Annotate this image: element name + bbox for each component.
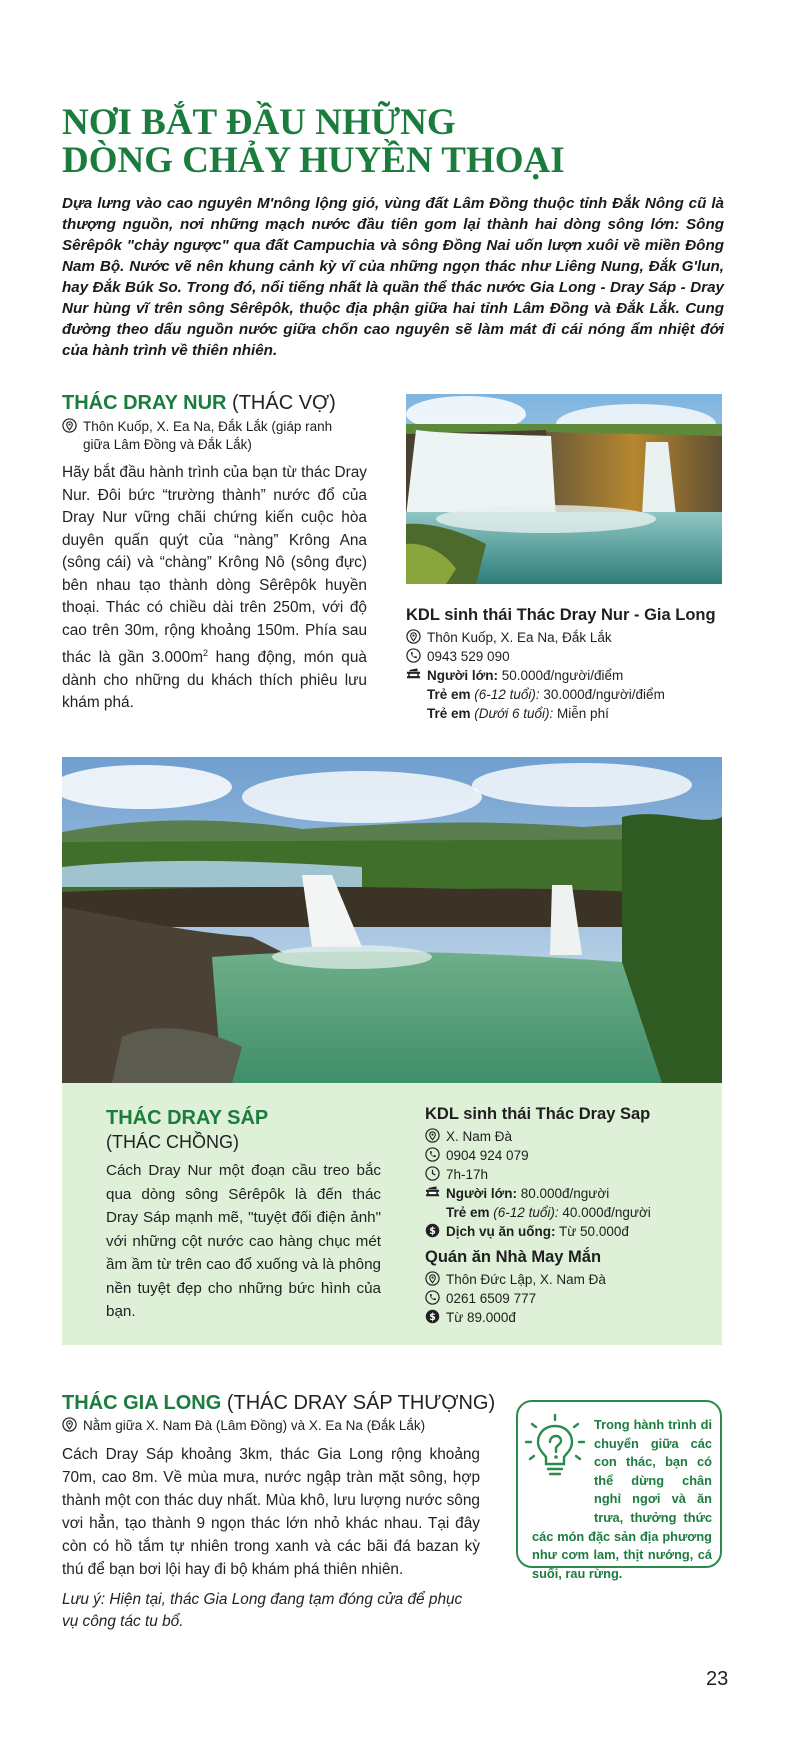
address-line — [62, 418, 367, 454]
section-name: THÁC GIA LONG — [62, 1392, 222, 1414]
section-dray-nur — [62, 392, 367, 715]
info-address — [406, 629, 726, 647]
address-text: X. Nam Đà — [446, 1129, 513, 1144]
restaurant-address — [425, 1271, 715, 1289]
svg-text:$: $ — [429, 1312, 436, 1324]
address-text-2: giữa Lâm Đồng và Đắk Lắk) — [83, 437, 252, 452]
ticket-icon — [425, 1185, 440, 1200]
intro-paragraph: Dựa lưng vào cao nguyên M'nông lộng gió, vùng đất Lâm Đồng thuộc tỉnh Đắk Nông cũ là thượng nguồn, nơi những mạch nước đầu tiên gom lại thành hai dòng sông lớn: Sông Sêrêpôk "chảy ngược" qua đất Campuchia và sông Đồng Nai uốn lượn xuôi về miền Đông Nam Bộ. Nước vẽ nên khung cảnh kỳ vĩ của những ngọn thác như Liêng Nung, Đắk G'lun, hay Đắk Búk So. Trong đó, nổi tiếng nhất là quần thể thác nước Gia Long - Dray Sáp - Dray Nur hùng vĩ trên sông Sêrêpôk, thuộc địa phận giữa hai tỉnh Lâm Đồng và Đắk Lắk. Cung đường theo dấu nguồn nước giữa chốn cao nguyên sẽ làm mát đi cái nóng ẩm nhiệt đới của hành trình về thiên nhiên. — [62, 195, 724, 359]
location-pin-icon — [62, 1417, 77, 1432]
restaurant-phone — [425, 1290, 715, 1308]
food-price: Từ 50.000đ — [559, 1224, 629, 1239]
adult-price: 80.000đ/người — [520, 1186, 610, 1201]
section-body — [62, 462, 367, 715]
phone-icon — [406, 648, 421, 663]
note-text: Lưu ý: Hiện tại, thác Gia Long đang tạm đóng cửa để phục vụ công tác tu bổ. — [62, 1591, 463, 1630]
section-alias: (THÁC CHỒNG) — [106, 1132, 239, 1152]
info-ticket-kid — [406, 705, 726, 723]
info-hours — [425, 1166, 715, 1184]
clock-icon — [425, 1166, 440, 1181]
money-icon — [425, 1309, 440, 1324]
phone-icon — [425, 1147, 440, 1162]
address-text: Thôn Kuốp, X. Ea Na, Đắk Lắk — [427, 630, 612, 645]
page-title — [62, 104, 742, 180]
info-title: KDL sinh thái Thác Dray Nur - Gia Long — [406, 606, 716, 624]
section-heading — [62, 392, 367, 415]
section-body: Cách Dray Nur một đoạn cầu treo bắc qua dòng sông Sêrêpôk là đến thác Dray Sáp mạnh mẽ, "tuyệt đối điện ảnh" với những cột nước cao hàng chục mét ầm ầm từ trên cao đổ xuống và là phông nền tuyệt đẹp cho những bức hình của bạn. — [106, 1162, 381, 1320]
body-part-2: hang động, món quà dành cho những du khách thích phiêu lưu khám phá. — [62, 649, 367, 712]
location-pin-icon — [425, 1128, 440, 1143]
price-text: Từ 89.000đ — [446, 1310, 516, 1325]
svg-text:$: $ — [429, 1226, 436, 1238]
title-line-1: NƠI BẮT ĐẦU NHỮNG — [62, 102, 456, 143]
tip-text — [532, 1416, 712, 1583]
child-price: 30.000đ/người/điểm — [543, 687, 665, 702]
adult-price: 50.000đ/người/điểm — [501, 668, 624, 683]
title-line-2: DÒNG CHẢY HUYỀN THOẠI — [62, 140, 565, 181]
hours-text: 7h-17h — [446, 1167, 489, 1182]
body-part-1: Hãy bắt đầu hành trình của bạn từ thác Dray Nur. Đôi bức “trường thành” nước đổ của Dray Nur vững chãi chứng kiến cuộc hòa duyên quấn quýt của “nàng” Krông Ana (sông cái) và “chàng” Krông Nô (sông đực) bên nhau tạo thành dòng Sêrêpôk huyền thoại. Thác có chiều dài trên 250m, với độ cao trên 30m, rộng khoảng 150m. Phía sau thác là gần 3.000m — [62, 464, 367, 667]
section-gia-long — [62, 1392, 496, 1633]
adult-label: Người lớn: — [427, 668, 498, 683]
info-ticket-child — [406, 686, 726, 704]
child-label: Trẻ em — [427, 687, 471, 702]
phone-text: 0904 924 079 — [446, 1148, 529, 1163]
section-alias: (THÁC VỢ) — [232, 392, 336, 414]
child-age: (6-12 tuổi): — [493, 1205, 559, 1220]
location-pin-icon — [406, 629, 421, 644]
address-text-1: Thôn Kuốp, X. Ea Na, Đắk Lắk (giáp ranh — [83, 419, 333, 434]
info-ticket-adult — [425, 1185, 715, 1203]
location-pin-icon — [62, 418, 77, 433]
section-dray-sap — [106, 1107, 381, 1324]
section-body: Cách Dray Sáp khoảng 3km, thác Gia Long rộng khoảng 70m, cao 8m. Về mùa mưa, nước ngập tràn mặt sông, hợp thành một con thác duy nhất. Mùa khô, lưu lượng nước sông vơi hẳn, tạo thành 9 ngọn thác lớn nhỏ khác nhau. Tại đây còn có hồ tắm tự nhiên trong xanh và các bãi đá bazan kỳ thú để bạn bơi lội hay đi bộ khám phá thiên nhiên. — [62, 1446, 480, 1578]
phone-text: 0261 6509 777 — [446, 1291, 537, 1306]
page-number: 23 — [706, 1668, 729, 1690]
location-pin-icon — [425, 1271, 440, 1286]
restaurant-title: Quán ăn Nhà May Mắn — [425, 1248, 602, 1266]
info-ticket-child — [425, 1204, 715, 1222]
dray-sap-photo — [62, 757, 722, 1083]
tip-box — [516, 1400, 722, 1581]
address-text: Thôn Đức Lập, X. Nam Đà — [446, 1272, 606, 1287]
child-age: (6-12 tuổi): — [474, 687, 540, 702]
dray-nur-photo — [406, 394, 722, 584]
phone-text: 0943 529 090 — [427, 649, 510, 664]
address-text: Nằm giữa X. Nam Đà (Lâm Đồng) và X. Ea Na (Đắk Lắk) — [83, 1418, 426, 1433]
info-phone — [425, 1147, 715, 1165]
ticket-icon — [406, 667, 421, 682]
restaurant-price — [425, 1309, 715, 1327]
info-dray-sap — [425, 1105, 715, 1328]
address-line — [62, 1417, 480, 1435]
section-heading — [62, 1392, 496, 1415]
food-label: Dịch vụ ăn uống: — [446, 1224, 556, 1239]
info-phone — [406, 648, 726, 666]
info-ticket-adult — [406, 667, 726, 685]
info-dray-nur — [406, 606, 726, 724]
child-price: 40.000đ/người — [562, 1205, 651, 1220]
section-alias: (THÁC DRAY SÁP THƯỢNG) — [226, 1392, 496, 1414]
kid-price: Miễn phí — [557, 706, 609, 721]
info-address — [425, 1128, 715, 1146]
kid-age: (Dưới 6 tuổi): — [474, 706, 554, 721]
kid-label: Trẻ em — [427, 706, 471, 721]
info-food — [425, 1223, 715, 1241]
money-icon — [425, 1223, 440, 1238]
tip-content: Trong hành trình di chuyển giữa các con thác, bạn có thể dừng chân nghỉ ngơi và ăn trưa, thưởng thức các món đặc sản địa phương như cơm lam, thịt nướng, cá suối, rau rừng. — [532, 1417, 712, 1581]
phone-icon — [425, 1290, 440, 1305]
superscript: 2 — [203, 648, 209, 658]
info-title: KDL sinh thái Thác Dray Sap — [425, 1105, 651, 1123]
section-name: THÁC DRAY NUR — [62, 392, 227, 414]
adult-label: Người lớn: — [446, 1186, 517, 1201]
child-label: Trẻ em — [446, 1205, 490, 1220]
section-name: THÁC DRAY SÁP — [106, 1107, 269, 1129]
